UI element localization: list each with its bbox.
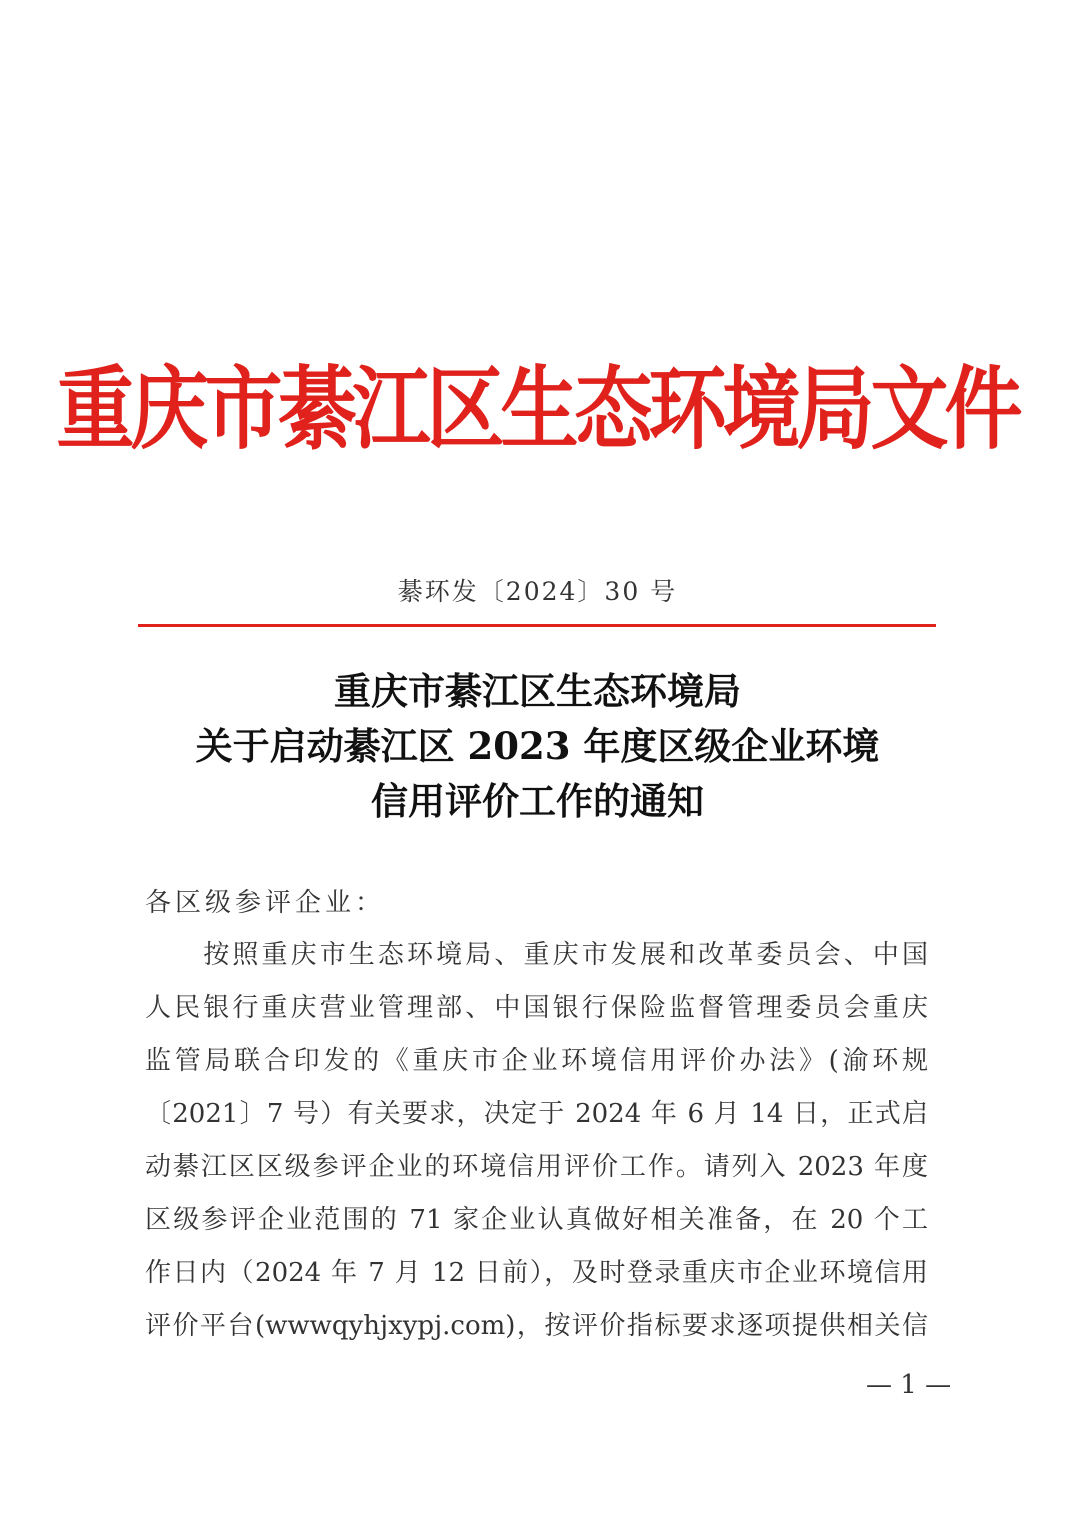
body-line: 动綦江区区级参评企业的环境信用评价工作。请列入 2023 年度 — [145, 1152, 928, 1182]
body-line: 监管局联合印发的《重庆市企业环境信用评价办法》(渝环规 — [145, 1046, 928, 1076]
document-number: 綦环发〔2024〕30 号 — [397, 577, 678, 606]
title-line-1: 重庆市綦江区生态环境局 — [334, 669, 741, 713]
title-line-2: 关于启动綦江区 2023 年度区级企业环境 — [195, 724, 880, 768]
salutation: 各区级参评企业： — [145, 888, 386, 918]
body-line: 〔2021〕7 号）有关要求，决定于 2024 年 6 月 14 日，正式启 — [145, 1099, 928, 1129]
body-line: 评价平台(wwwqyhjxypj.com)，按评价指标要求逐项提供相关信 — [145, 1311, 928, 1341]
title-line-3: 信用评价工作的通知 — [371, 779, 704, 823]
page-number: — 1 — — [866, 1370, 952, 1400]
body-line: 人民银行重庆营业管理部、中国银行保险监督管理委员会重庆 — [145, 993, 928, 1023]
document-title — [0, 664, 1075, 829]
body-line: 区级参评企业范围的 71 家企业认真做好相关准备，在 20 个工 — [145, 1205, 928, 1235]
body-line: 作日内（2024 年 7 月 12 日前），及时登录重庆市企业环境信用 — [145, 1258, 928, 1288]
document-masthead: 重庆市綦江区生态环境局文件 — [56, 357, 1019, 462]
red-divider-line — [138, 624, 936, 627]
body-line: 按照重庆市生态环境局、重庆市发展和改革委员会、中国 — [145, 940, 928, 970]
